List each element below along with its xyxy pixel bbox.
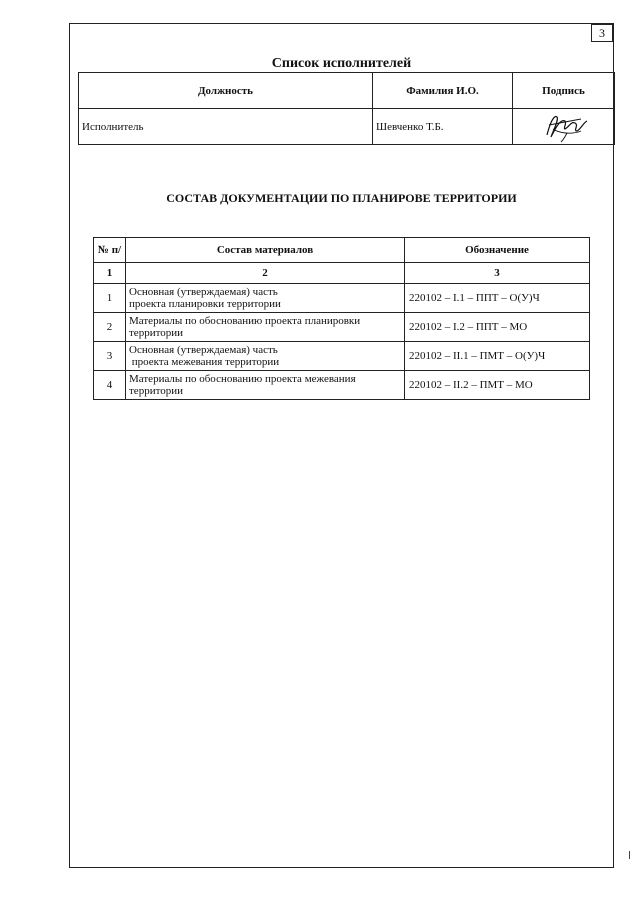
scan-mark — [629, 851, 630, 859]
header-signature: Подпись — [513, 73, 615, 109]
header-code: Обозначение — [405, 238, 590, 263]
row-code: 220102 – I.1 – ППТ – О(У)Ч — [405, 284, 590, 313]
material-line: территории — [129, 385, 184, 397]
performer-position: Исполнитель — [79, 109, 373, 145]
composition-header-row — [94, 238, 590, 263]
material-line: Материалы по обоснованию проекта межевания — [129, 373, 356, 385]
header-materials: Состав материалов — [126, 238, 405, 263]
header-position: Должность — [79, 73, 373, 109]
material-line: Основная (утверждаемая) часть — [129, 286, 278, 298]
page-number: 3 — [591, 24, 613, 42]
signature-cell — [513, 109, 615, 145]
row-code: 220102 – II.1 – ПМТ – О(У)Ч — [405, 342, 590, 371]
row-material — [126, 342, 405, 371]
performers-header-row — [79, 73, 615, 109]
column-number: 3 — [405, 263, 590, 284]
row-num: 1 — [94, 284, 126, 313]
header-name: Фамилия И.О. — [373, 73, 513, 109]
material-line: Основная (утверждаемая) часть — [129, 344, 278, 356]
material-line: Материалы по обоснованию проекта планировки — [129, 315, 361, 327]
performers-table — [78, 72, 615, 145]
table-row — [94, 342, 590, 371]
material-line: проекта межевания территории — [129, 356, 280, 368]
table-row — [94, 371, 590, 400]
page-frame — [69, 23, 614, 868]
row-code: 220102 – II.2 – ПМТ – МО — [405, 371, 590, 400]
row-num: 4 — [94, 371, 126, 400]
column-number: 1 — [94, 263, 126, 284]
row-material — [126, 313, 405, 342]
performers-title: Список исполнителей — [271, 56, 412, 71]
header-num: № п/ — [94, 238, 126, 263]
handwritten-signature — [541, 111, 591, 143]
row-code: 220102 – I.2 – ППТ – МО — [405, 313, 590, 342]
row-num: 2 — [94, 313, 126, 342]
table-row — [79, 109, 615, 145]
performer-name: Шевченко Т.Б. — [373, 109, 513, 145]
column-numbers-row — [94, 263, 590, 284]
row-num: 3 — [94, 342, 126, 371]
composition-title: СОСТАВ ДОКУМЕНТАЦИИ ПО ПЛАНИРОВЕ ТЕРРИТОРИИ — [166, 191, 517, 205]
row-material — [126, 284, 405, 313]
row-material — [126, 371, 405, 400]
material-line: территории — [129, 327, 184, 339]
table-row — [94, 313, 590, 342]
composition-table — [93, 237, 590, 400]
table-row — [94, 284, 590, 313]
material-line: проекта планировки территории — [129, 298, 281, 310]
column-number: 2 — [126, 263, 405, 284]
